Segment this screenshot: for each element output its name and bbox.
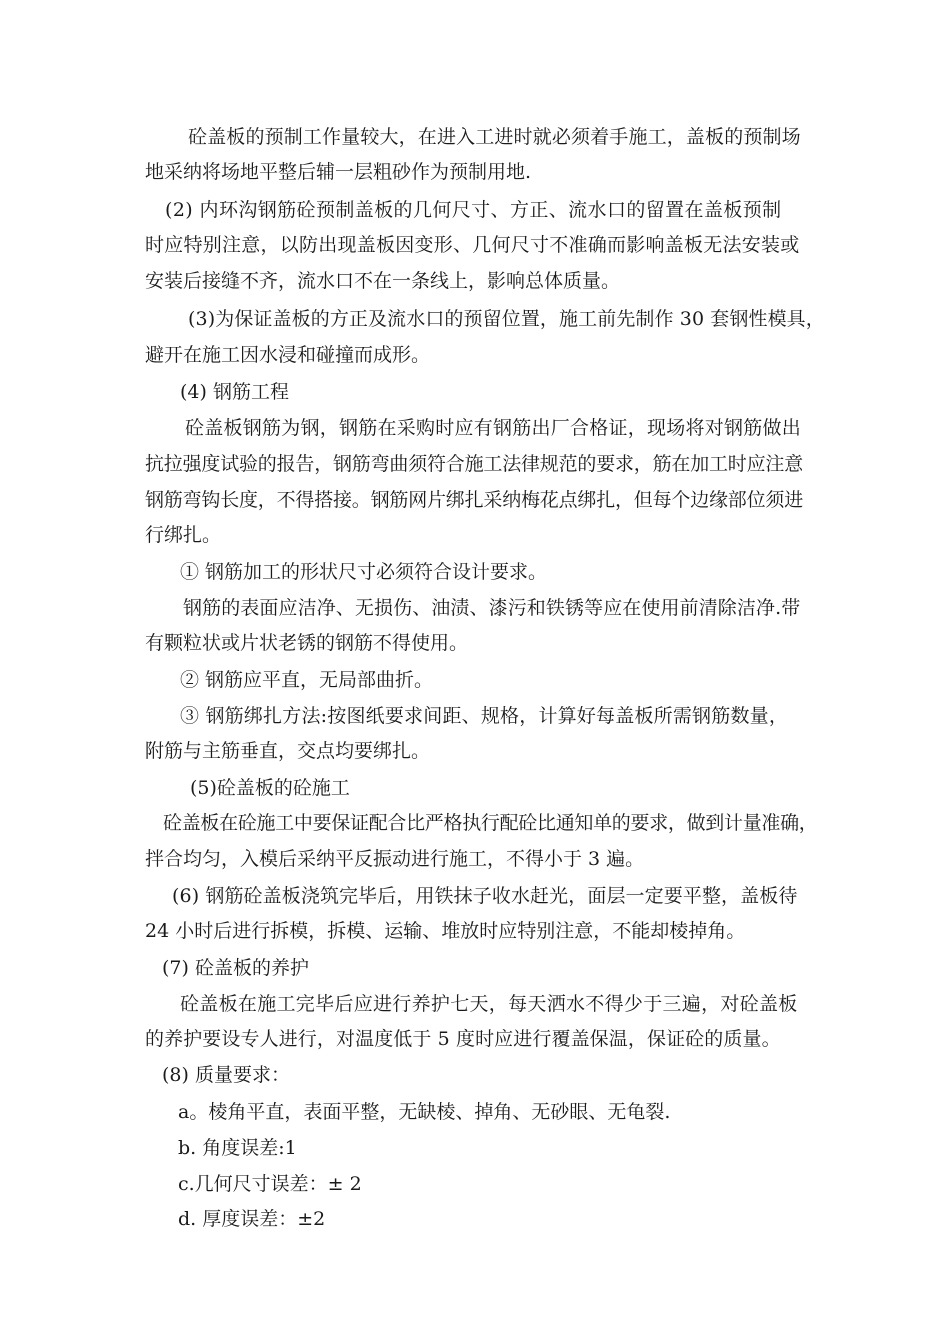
text-line: 拌合均匀，入模后采纳平反振动进行施工，不得小于 3 遍。 xyxy=(145,848,645,870)
text-line: 砼盖板在施工完毕后应进行养护七天，每天洒水不得少于三遍，对砼盖板 xyxy=(180,993,798,1015)
text-line: (3)为保证盖板的方正及流水口的预留位置，施工前先制作 30 套钢性模具， xyxy=(188,308,825,330)
text-line: 的养护要设专人进行，对温度低于 5 度时应进行覆盖保温，保证砼的质量。 xyxy=(145,1028,781,1050)
text-line: 地采纳将场地平整后辅一层粗砂作为预制用地. xyxy=(145,161,532,183)
text-line: 抗拉强度试验的报告，钢筋弯曲须符合施工法律规范的要求，筋在加工时应注意 xyxy=(145,453,804,475)
section-heading: (8) 质量要求： xyxy=(162,1064,290,1086)
text-line: ① 钢筋加工的形状尺寸必须符合设计要求。 xyxy=(180,561,548,583)
text-line: b. 角度误差:1 xyxy=(178,1137,297,1159)
text-line: 24 小时后进行拆模，拆模、运输、堆放时应特别注意，不能却棱掉角。 xyxy=(145,920,746,942)
text-line: 砼盖板在砼施工中要保证配合比严格执行配砼比通知单的要求，做到计量准确， xyxy=(163,812,818,834)
text-line: a。棱角平直，表面平整，无缺棱、掉角、无砂眼、无龟裂. xyxy=(178,1101,671,1123)
text-line: ② 钢筋应平直，无局部曲折。 xyxy=(180,669,434,691)
text-line: 时应特别注意，以防出现盖板因变形、几何尺寸不准确而影响盖板无法安装或 xyxy=(145,234,800,256)
text-line: 行绑扎。 xyxy=(145,524,222,546)
text-line: 钢筋弯钩长度，不得搭接。钢筋网片绑扎采纳梅花点绑扎，但每个边缘部位须进 xyxy=(145,489,804,511)
text-line: c.几何尺寸误差：± 2 xyxy=(178,1173,362,1195)
text-line: ③ 钢筋绑扎方法:按图纸要求间距、规格，计算好每盖板所需钢筋数量， xyxy=(180,705,789,727)
section-heading: (5)砼盖板的砼施工 xyxy=(190,777,350,799)
text-line: 有颗粒状或片状老锈的钢筋不得使用。 xyxy=(145,632,469,654)
text-line: 钢筋的表面应洁净、无损伤、油渍、漆污和铁锈等应在使用前清除洁净.带 xyxy=(183,597,801,619)
text-line: 砼盖板钢筋为钢，钢筋在采购时应有钢筋出厂合格证，现场将对钢筋做出 xyxy=(185,417,802,439)
text-line: (6) 钢筋砼盖板浇筑完毕后，用铁抹子收水赶光，面层一定要平整，盖板待 xyxy=(172,885,798,907)
text-line: (2) 内环沟钢筋砼预制盖板的几何尺寸、方正、流水口的留置在盖板预制 xyxy=(165,199,782,221)
text-line: 附筋与主筋垂直，交点均要绑扎。 xyxy=(145,740,431,762)
text-line: 安装后接缝不齐，流水口不在一条线上，影响总体质量。 xyxy=(145,270,621,292)
text-line: 避开在施工因水浸和碰撞而成形。 xyxy=(145,344,431,366)
section-heading: (7) 砼盖板的养护 xyxy=(162,957,309,979)
section-heading: (4) 钢筋工程 xyxy=(180,381,289,403)
text-line: 砼盖板的预制工作量较大，在进入工进时就必须着手施工，盖板的预制场 xyxy=(188,126,801,148)
text-line: d. 厚度误差：±2 xyxy=(178,1208,326,1230)
